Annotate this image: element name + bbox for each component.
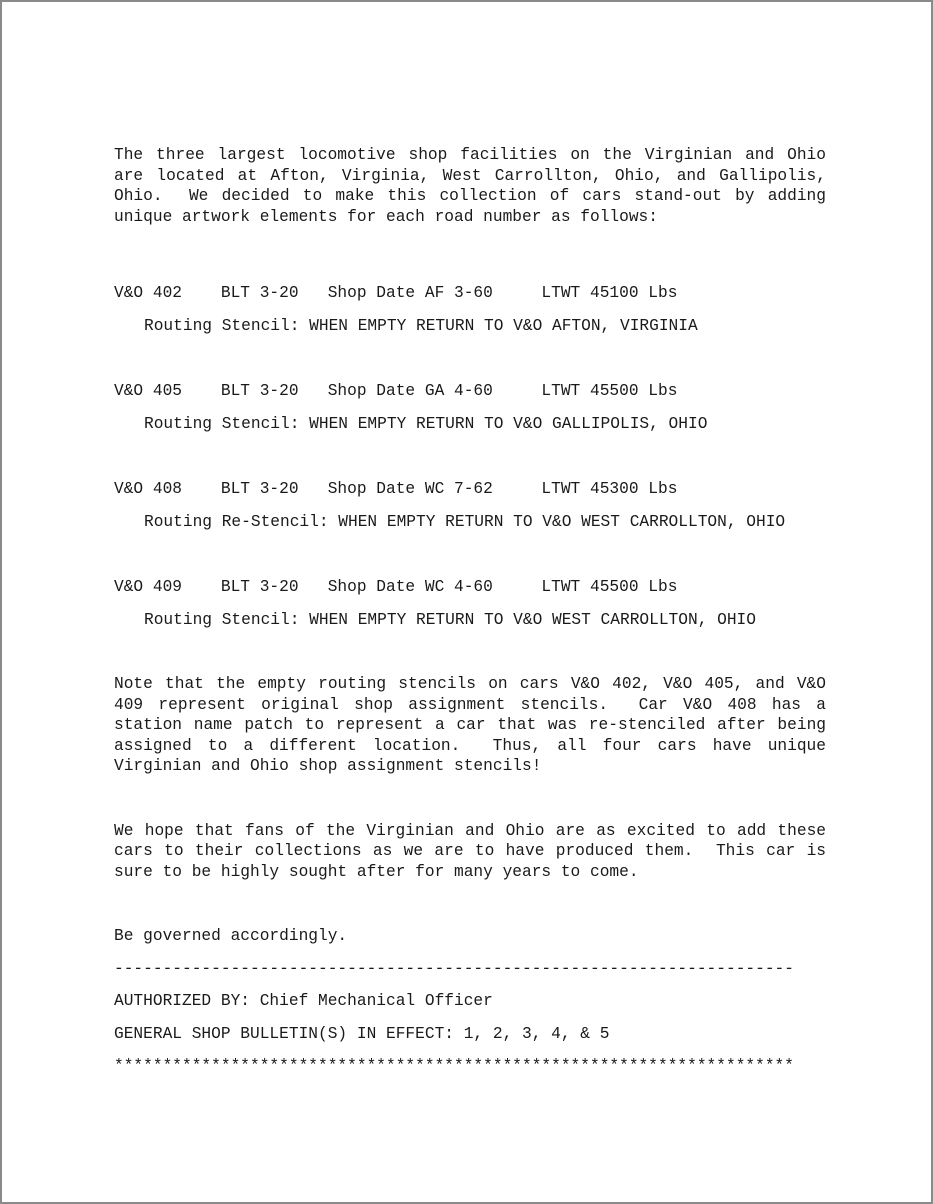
car-spec-line: V&O 409 BLT 3-20 Shop Date WC 4-60 LTWT 45500 Lbs [114,578,678,596]
routing-stencil-line: Routing Stencil: WHEN EMPTY RETURN TO V&O GALLIPOLIS, OHIO [144,414,708,433]
routing-stencil-line: Routing Stencil: WHEN EMPTY RETURN TO V&O AFTON, VIRGINIA [144,316,698,335]
intro-paragraph: The three largest locomotive shop facilities on the Virginian and Ohio are located at Afton, Virginia, West Carrollton, Ohio, and Gallipolis, Ohio. We decided to make this collection of cars stand-out by adding unique artwork elements for each road number as follows: [114,146,836,226]
dash-divider: ---------------------------------------------------------------------- [114,959,794,978]
car-spec-line: V&O 402 BLT 3-20 Shop Date AF 3-60 LTWT 45100 Lbs [114,284,678,302]
car-spec-line: V&O 405 BLT 3-20 Shop Date GA 4-60 LTWT 45500 Lbs [114,382,678,400]
star-divider: ********************************************************************** [114,1057,794,1075]
car-spec-line: V&O 408 BLT 3-20 Shop Date WC 7-62 LTWT 45300 Lbs [114,480,678,498]
closing-line: Be governed accordingly. [114,927,348,945]
note-paragraph: Note that the empty routing stencils on cars V&O 402, V&O 405, and V&O 409 represent original shop assignment stencils. Car V&O 408 has a station name patch to represent a car that was re-stenciled after being assigned to a different location. Thus, all four cars have unique Virginian and Ohio shop assignment stencils! [114,675,836,775]
routing-stencil-line: Routing Stencil: WHEN EMPTY RETURN TO V&O WEST CARROLLTON, OHIO [144,610,756,629]
shop-bulletins-line: GENERAL SHOP BULLETIN(S) IN EFFECT: 1, 2, 3, 4, & 5 [114,1024,610,1043]
routing-stencil-line: Routing Re-Stencil: WHEN EMPTY RETURN TO V&O WEST CARROLLTON, OHIO [144,512,786,531]
authorized-by-line: AUTHORIZED BY: Chief Mechanical Officer [114,992,493,1010]
hope-paragraph: We hope that fans of the Virginian and Ohio are as excited to add these cars to their collections as we are to have produced them. This car is sure to be highly sought after for many years to come. [114,821,836,881]
bulletin-body [114,145,836,1077]
